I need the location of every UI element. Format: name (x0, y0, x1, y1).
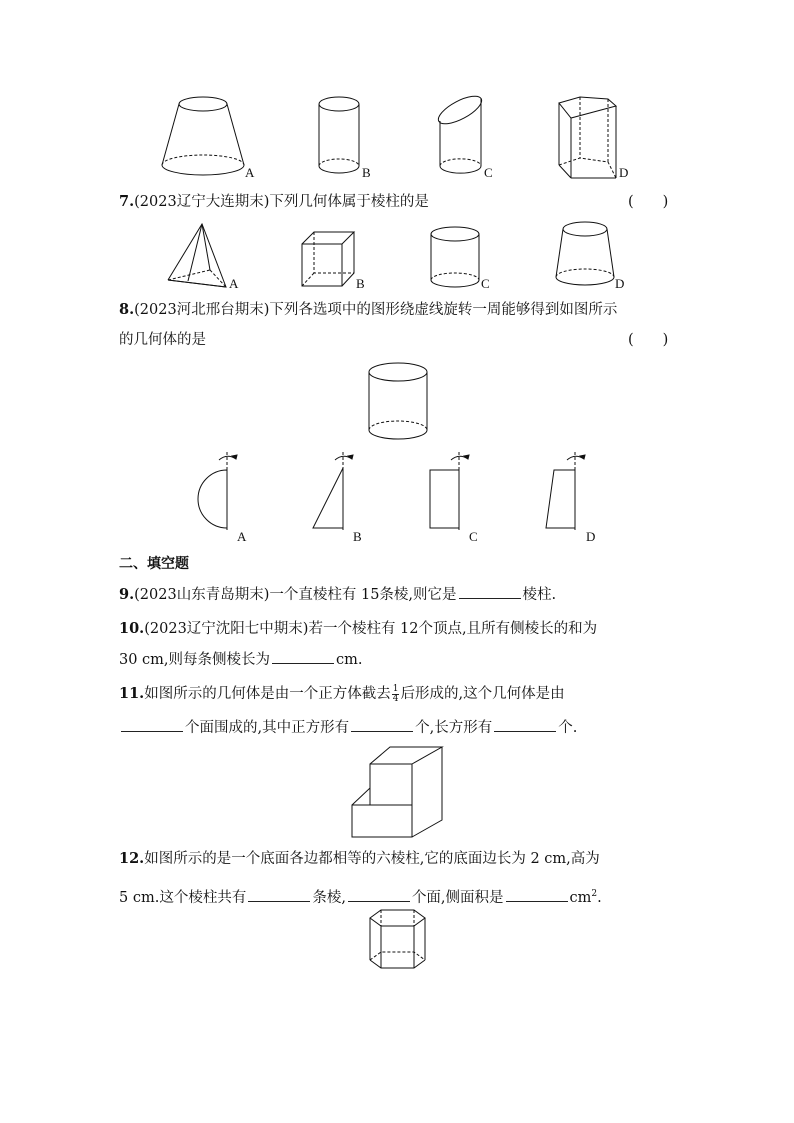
answer-paren-7[interactable]: ( ) (628, 194, 669, 210)
figure-label-d: D (619, 165, 629, 180)
question-number: 12. (119, 850, 145, 867)
section-heading: 二、填空题 (119, 556, 189, 572)
answer-paren-8[interactable]: ( ) (628, 332, 669, 348)
option-label-b: B (353, 529, 362, 544)
question-number: 9. (119, 586, 135, 603)
question-text: 如图所示的几何体是由一个正方体截去 (144, 686, 391, 702)
figure-label-b: B (362, 165, 371, 180)
figure-label-b: B (356, 276, 365, 291)
option-label-a: A (237, 529, 247, 544)
unit-exponent: 2 (591, 889, 598, 899)
figure-label-c: C (484, 165, 493, 180)
figure-label-a: A (245, 165, 255, 180)
hexagonal-prism-figure (370, 910, 425, 968)
unit-text: cm (569, 889, 592, 906)
question-text: 个,长方形有 (415, 720, 493, 736)
question-8-line2: 的几何体的是 (119, 332, 206, 348)
option-label-c: C (469, 529, 478, 544)
question-number: 7. (119, 193, 135, 210)
question-number: 10. (119, 620, 145, 637)
option-label-d: D (586, 529, 596, 544)
question-text: (2023辽宁大连期末)下列几何体属于棱柱的是 (134, 194, 429, 210)
question-text: 个面,侧面积是 (411, 889, 504, 906)
question-text: 个面围成的,其中正方形有 (185, 720, 350, 736)
question-text: 个. (558, 720, 578, 736)
question-text: (2023河北邢台期末)下列各选项中的图形绕虚线旋转一周能够得到如图所示 (134, 302, 618, 318)
question-text-cont: 后形成的,这个几何体是由 (400, 686, 565, 702)
figure-label-d: D (615, 276, 625, 291)
question-text: (2023辽宁沈阳七中期末)若一个棱柱有 12个顶点,且所有侧棱长的和为 (144, 621, 598, 637)
question-number: 8. (119, 301, 135, 318)
fraction-numerator: 1 (392, 683, 399, 694)
unit-text: cm. (336, 652, 363, 668)
figure-label-a: A (229, 276, 239, 291)
question-text: 30 cm,则每条侧棱长为 (119, 652, 271, 668)
question-text: (2023山东青岛期末)一个直棱柱有 15条棱,则它是 (134, 587, 457, 603)
question-text: 如图所示的是一个底面各边都相等的六棱柱,它的底面边长为 2 cm,高为 (144, 851, 600, 867)
fraction-denominator: 4 (392, 693, 399, 704)
question-text: 条棱, (312, 889, 346, 906)
figure-label-c: C (481, 276, 490, 291)
question-text-end: . (597, 889, 602, 906)
question-text-end: 棱柱. (522, 587, 557, 603)
question-text: 5 cm.这个棱柱共有 (119, 889, 247, 906)
question-number: 11. (119, 685, 145, 702)
